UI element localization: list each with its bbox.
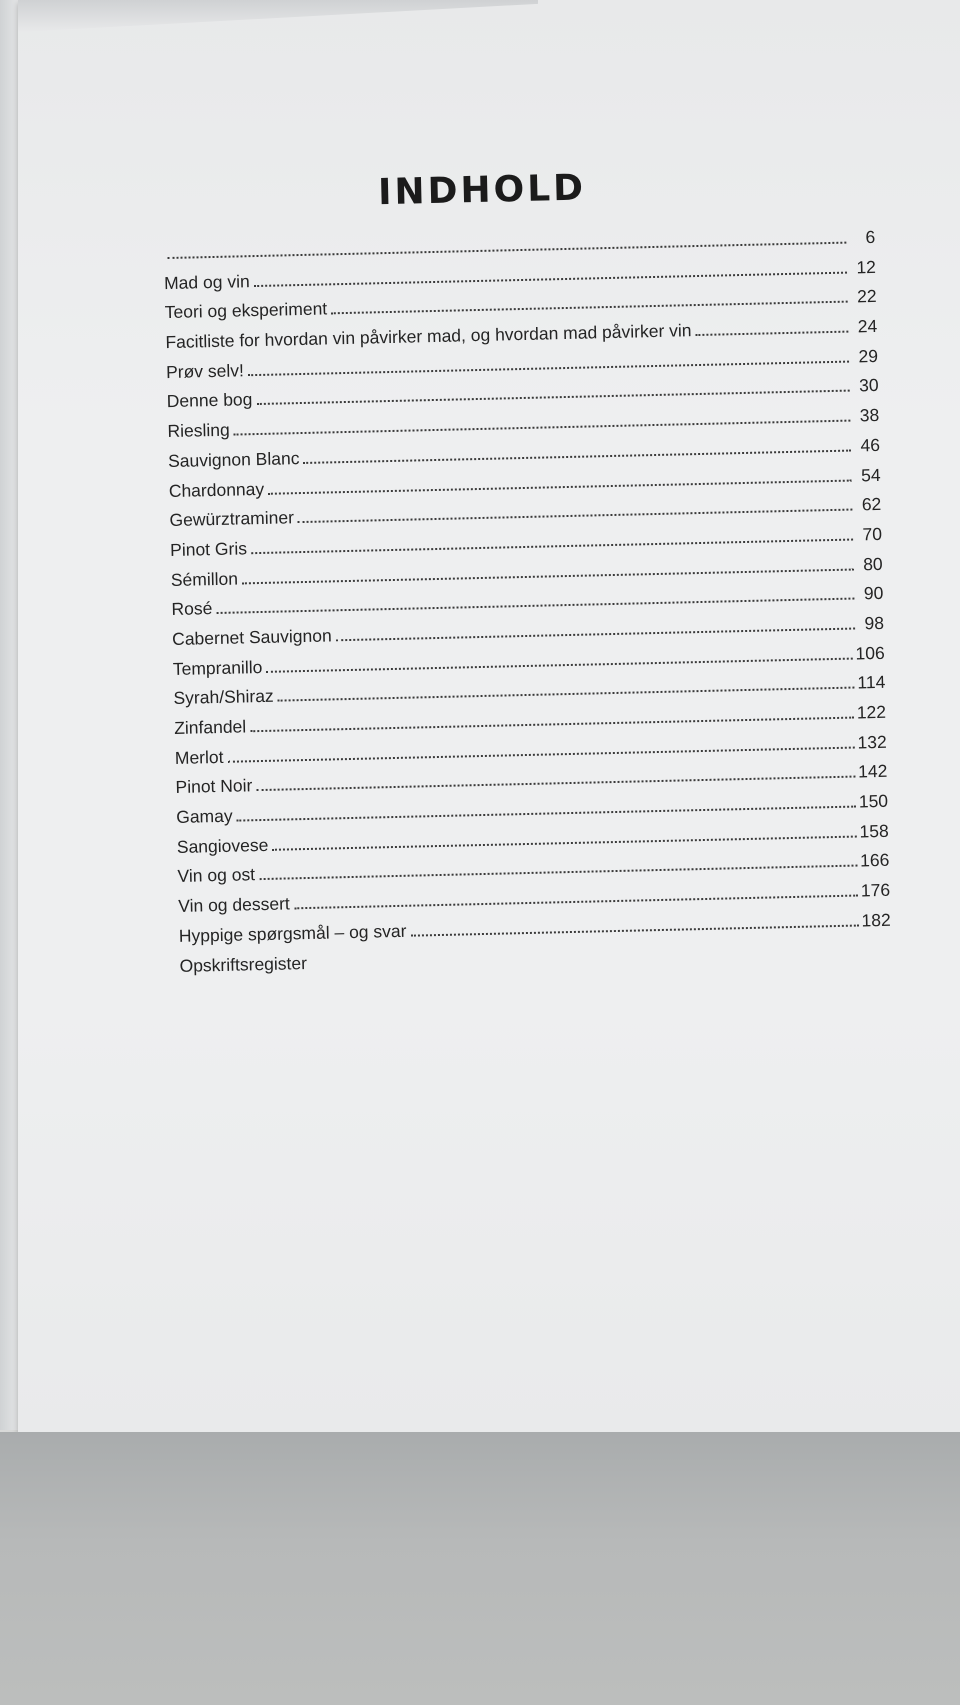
toc-entry-page: 122 [856, 701, 887, 723]
toc-entry-page: 38 [859, 405, 880, 426]
toc-entry-label: Pinot Noir [175, 775, 253, 798]
toc-entry-page: 98 [864, 612, 885, 634]
toc-entry-page: 106 [855, 642, 885, 664]
toc-entry-page: 166 [859, 850, 890, 871]
toc-dot-leader [272, 835, 856, 850]
toc-dot-leader [331, 301, 847, 315]
toc-dot-leader [298, 509, 852, 524]
toc-entry-label: Facitliste for hvordan vin påvirker mad, og hvordan mad påvirker vin [165, 320, 692, 353]
toc-entry-page: 182 [861, 909, 891, 931]
toc-entry-page: 176 [860, 879, 891, 901]
toc-dot-leader [278, 687, 855, 702]
toc-entry-label: Hyppige spørgsmål – og svar [178, 920, 407, 946]
table-surface [0, 1432, 960, 1705]
toc-entry-page: 54 [860, 464, 881, 485]
toc-entry-page: 46 [860, 434, 881, 456]
toc-entry-page: 6 [865, 226, 876, 248]
toc-dot-leader [237, 806, 856, 822]
toc-entry-page: 24 [857, 315, 878, 337]
toc-dot-leader [250, 717, 854, 733]
toc-entry-page: 22 [856, 286, 877, 307]
toc-entry-label: Rosé [171, 598, 213, 620]
toc-entry-page: 62 [861, 494, 882, 515]
toc-dot-leader [167, 242, 846, 259]
toc-entry-label: Riesling [167, 419, 230, 442]
toc-entry-label: Prøv selv! [165, 360, 245, 382]
table-of-contents [163, 227, 892, 985]
toc-dot-leader [336, 627, 855, 641]
toc-dot-leader [216, 598, 854, 614]
toc-dot-leader [242, 568, 854, 584]
toc-entry-label: Sémillon [170, 568, 239, 590]
toc-dot-leader [256, 390, 849, 405]
toc-dot-leader [256, 776, 855, 792]
toc-entry-label: Teori og eksperiment [164, 298, 328, 323]
toc-dot-leader [234, 420, 851, 436]
toc-entry-page: 29 [858, 345, 879, 367]
toc-entry-label: Syrah/Shiraz [173, 686, 274, 709]
toc-entry-label: Sauvignon Blanc [167, 447, 300, 471]
toc-dot-leader [294, 895, 858, 910]
toc-entry-page: 158 [859, 820, 889, 842]
toc-entry-label: Denne bog [166, 389, 253, 412]
toc-entry-page: 150 [858, 790, 889, 812]
toc-entry-label: Mad og vin [163, 270, 250, 293]
toc-dot-leader [251, 538, 853, 554]
toc-entry-page: 80 [862, 553, 883, 574]
toc-entry-page: 114 [857, 672, 886, 693]
toc-dot-leader [248, 360, 849, 376]
page-title: INDHOLD [377, 167, 587, 214]
toc-entry-label: Zinfandel [173, 716, 247, 738]
toc-dot-leader [696, 331, 849, 336]
toc-entry-label: Tempranillo [172, 656, 263, 679]
toc-dot-leader [411, 924, 859, 936]
toc-entry-page: 30 [858, 375, 879, 396]
toc-entry-label: Gamay [175, 805, 233, 828]
toc-entry-label: Pinot Gris [169, 538, 248, 560]
toc-dot-leader [268, 479, 852, 494]
toc-entry-label: Vin og dessert [178, 893, 290, 917]
toc-dot-leader [254, 271, 847, 286]
toc-entry-label: Gewürztraminer [169, 507, 295, 531]
toc-dot-leader [304, 449, 852, 463]
toc-entry-label: Merlot [174, 746, 224, 768]
toc-entry-page: 132 [857, 731, 887, 753]
toc-dot-leader [259, 865, 857, 881]
toc-dot-leader [228, 746, 855, 762]
toc-entry-label: Sangiovese [176, 834, 269, 857]
toc-dot-leader [266, 657, 852, 672]
toc-entry-page [863, 955, 892, 956]
toc-entry-page: 90 [863, 583, 884, 604]
toc-entry-page: 142 [857, 761, 888, 782]
toc-entry-label: Vin og ost [177, 864, 256, 887]
toc-entry-label: Opskriftsregister [179, 952, 308, 976]
toc-entry-page: 12 [856, 256, 877, 278]
toc-entry-label: Chardonnay [168, 478, 265, 501]
toc-entry-page: 70 [862, 523, 883, 545]
toc-entry-label: Cabernet Sauvignon [171, 625, 332, 649]
